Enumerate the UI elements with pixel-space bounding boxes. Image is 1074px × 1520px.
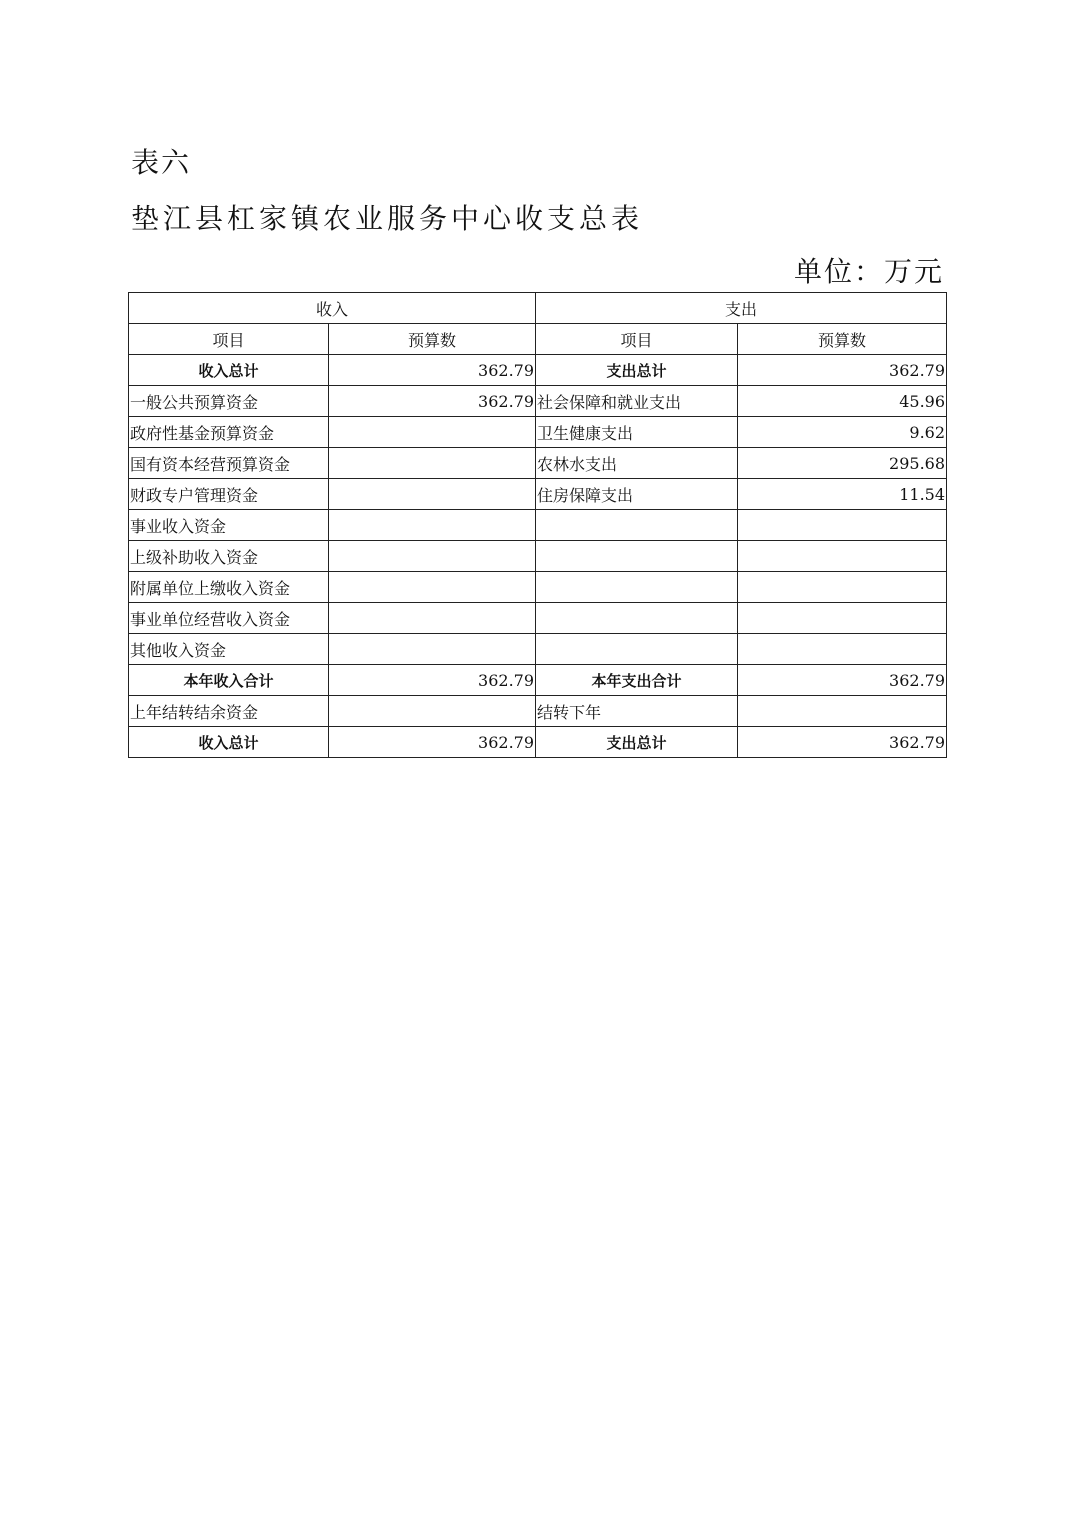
income-value-cell: 362.79 [329,665,536,696]
income-value-cell [329,479,536,510]
income-item-cell: 本年收入合计 [129,665,329,696]
table-row [129,634,947,665]
expense-item-cell: 住房保障支出 [536,479,738,510]
table-row [129,727,947,758]
expense-value-cell [738,634,947,665]
expense-value-cell: 45.96 [738,386,947,417]
income-value-cell [329,603,536,634]
income-value-cell [329,448,536,479]
expense-item-cell [536,541,738,572]
table-row [129,448,947,479]
table-label: 表六 [131,146,192,179]
income-value-cell [329,696,536,727]
table-row [129,355,947,386]
income-value-cell: 362.79 [329,727,536,758]
expense-group-header: 支出 [536,293,947,324]
expense-item-cell: 社会保障和就业支出 [536,386,738,417]
expense-value-cell [738,510,947,541]
income-item-cell: 政府性基金预算资金 [129,417,329,448]
income-item-cell: 国有资本经营预算资金 [129,448,329,479]
table-row [129,665,947,696]
expense-item-cell: 结转下年 [536,696,738,727]
income-value-cell: 362.79 [329,386,536,417]
income-value-cell: 362.79 [329,355,536,386]
expense-value-cell [738,572,947,603]
income-item-cell: 事业单位经营收入资金 [129,603,329,634]
expense-value-cell [738,696,947,727]
expense-item-cell [536,572,738,603]
expense-value-cell [738,603,947,634]
income-budget-header: 预算数 [329,324,536,355]
income-item-cell: 收入总计 [129,727,329,758]
expense-item-cell [536,603,738,634]
table-row [129,417,947,448]
expense-value-cell: 11.54 [738,479,947,510]
income-item-cell: 一般公共预算资金 [129,386,329,417]
expense-value-cell [738,541,947,572]
expense-value-cell: 362.79 [738,355,947,386]
income-value-cell [329,572,536,603]
table-row [129,696,947,727]
expense-value-cell: 362.79 [738,665,947,696]
group-header-row [129,293,947,324]
table-row [129,541,947,572]
income-item-cell: 事业收入资金 [129,510,329,541]
income-value-cell [329,634,536,665]
income-value-cell [329,541,536,572]
income-item-cell: 附属单位上缴收入资金 [129,572,329,603]
expense-item-cell: 卫生健康支出 [536,417,738,448]
table-row [129,603,947,634]
income-item-cell: 财政专户管理资金 [129,479,329,510]
expense-item-cell: 农林水支出 [536,448,738,479]
income-value-cell [329,510,536,541]
expense-value-cell: 362.79 [738,727,947,758]
table-row [129,572,947,603]
column-header-row [129,324,947,355]
expense-item-cell: 本年支出合计 [536,665,738,696]
income-item-cell: 其他收入资金 [129,634,329,665]
table-row [129,479,947,510]
expense-value-cell: 9.62 [738,417,947,448]
expense-item-cell [536,634,738,665]
table-row [129,510,947,541]
expense-item-cell: 支出总计 [536,355,738,386]
income-item-cell: 收入总计 [129,355,329,386]
income-item-header: 项目 [129,324,329,355]
expense-budget-header: 预算数 [738,324,947,355]
document-title: 垫江县杠家镇农业服务中心收支总表 [131,202,644,235]
expense-item-cell: 支出总计 [536,727,738,758]
income-item-cell: 上年结转结余资金 [129,696,329,727]
expense-item-cell [536,510,738,541]
unit-label: 单位：万元 [793,255,944,288]
table-row [129,386,947,417]
expense-item-header: 项目 [536,324,738,355]
income-item-cell: 上级补助收入资金 [129,541,329,572]
income-group-header: 收入 [129,293,536,324]
expense-value-cell: 295.68 [738,448,947,479]
income-value-cell [329,417,536,448]
budget-summary-table [128,292,947,758]
